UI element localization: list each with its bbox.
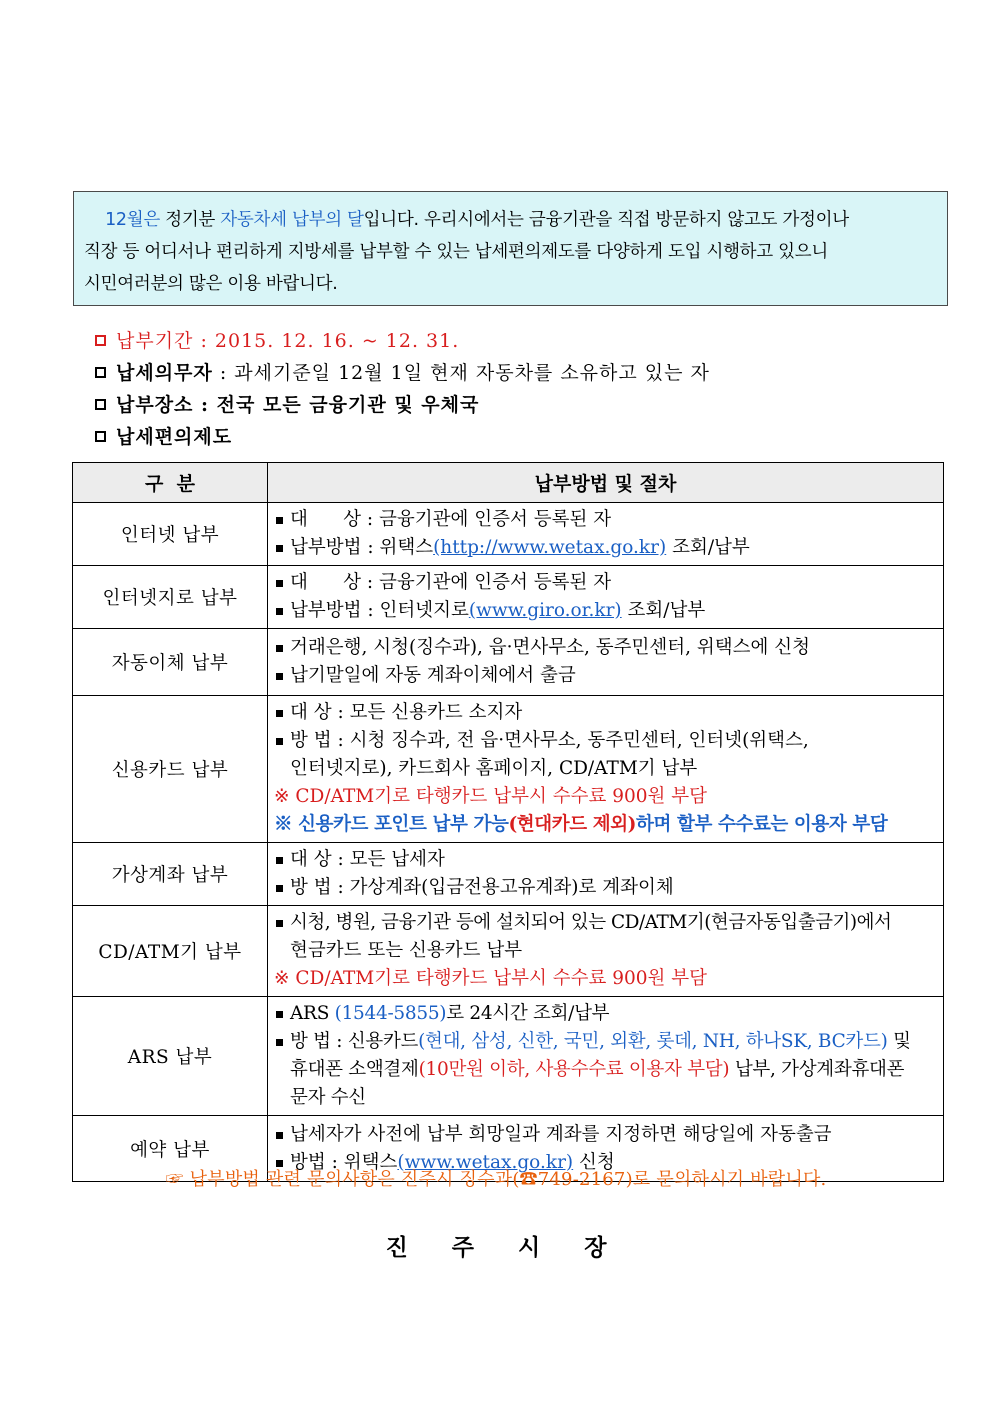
desc-cell <box>268 997 944 1116</box>
obligor-label: 납세의무자 <box>116 362 213 384</box>
note-exception: (현대카드 제외) <box>508 814 637 835</box>
category-cell: 예약 납부 <box>73 1116 268 1182</box>
category-cell: CD/ATM기 납부 <box>73 906 268 997</box>
category-cell: ARS 납부 <box>73 997 268 1116</box>
desc-cell <box>268 629 944 696</box>
point-note <box>274 811 939 839</box>
period-text: 납부기간 : 2015. 12. 16. ~ 12. 31. <box>116 330 460 352</box>
table-row-atm <box>73 906 944 997</box>
desc-item <box>274 1028 939 1056</box>
summary-period <box>95 325 955 357</box>
category-cell: 인터넷지로 납부 <box>73 566 268 629</box>
intro-line-3: 시민여러분의 많은 이용 바랍니다. <box>84 274 338 294</box>
desc-cell <box>268 906 944 997</box>
fee-note: ※ CD/ATM기로 타행카드 납부시 수수료 900원 부담 <box>274 968 708 989</box>
ars-phone: (1544-5855) <box>334 1003 447 1024</box>
payment-methods-table <box>72 462 944 1182</box>
desc-item: 납기말일에 자동 계좌이체에서 출금 <box>274 662 939 690</box>
desc-item: 거래은행, 시청(징수과), 읍·면사무소, 동주민센터, 위택스에 신청 <box>274 634 939 662</box>
desc-text: 방법 : 위택스 <box>290 1151 398 1173</box>
table-row-ars <box>73 997 944 1116</box>
obligor-value: : 과세기준일 12월 1일 현재 자동차를 소유하고 있는 자 <box>212 362 710 384</box>
category-cell: 인터넷 납부 <box>73 503 268 566</box>
desc-item: 대 상 : 모든 신용카드 소지자 <box>274 699 939 727</box>
table-row-giro <box>73 566 944 629</box>
checkbox-square-icon <box>95 367 106 378</box>
intro-line-2: 직장 등 어디서나 편리하게 지방세를 납부할 수 있는 납세편의제도를 다양하게 도입 시행하고 있으니 <box>84 242 828 262</box>
table-row-internet <box>73 503 944 566</box>
desc-text: 로 24시간 조회/납부 <box>446 1003 610 1024</box>
desc-item: 방 법 : 시청 징수과, 전 읍·면사무소, 동주민센터, 인터넷(위택스, <box>274 727 939 755</box>
place-text: 납부장소 : 전국 모든 금융기관 및 우체국 <box>116 394 480 416</box>
desc-text: 납부, 가상계좌휴대폰 <box>729 1059 905 1080</box>
checkbox-square-icon <box>95 399 106 410</box>
system-text: 납세편의제도 <box>116 426 233 448</box>
desc-text: 방 법 : 신용카드 <box>290 1031 419 1052</box>
table-header-row <box>73 463 944 503</box>
summary-list <box>95 325 955 453</box>
desc-continuation: 현금카드 또는 신용카드 납부 <box>290 940 523 961</box>
header-category: 구 분 <box>73 463 268 503</box>
desc-text: 납부방법 : 위택스 <box>290 537 434 558</box>
intro-highlight: 자동차세 납부의 달 <box>220 210 364 230</box>
desc-item: 납세자가 사전에 납부 희망일과 계좌를 지정하면 해당일에 자동출금 <box>274 1121 939 1149</box>
summary-system <box>95 421 955 453</box>
table-row-auto <box>73 629 944 696</box>
desc-item <box>274 534 939 562</box>
note-text: ※ 신용카드 포인트 납부 가능 <box>274 814 509 835</box>
note-text: 하며 할부 수수료는 이용자 부담 <box>636 814 888 835</box>
intro-line-1 <box>84 204 937 236</box>
desc-cell <box>268 566 944 629</box>
desc-item: 대 상 : 모든 납세자 <box>274 846 939 874</box>
category-cell: 신용카드 납부 <box>73 696 268 843</box>
intro-text: 입니다. 우리시에서는 금융기관을 직접 방문하지 않고도 가정이나 <box>363 210 849 230</box>
intro-december: 12월은 <box>105 210 160 230</box>
intro-text: 정기분 <box>159 210 221 230</box>
desc-cell <box>268 843 944 906</box>
desc-text: 납부방법 : 인터넷지로 <box>290 600 469 621</box>
wetax-link[interactable]: (http://www.wetax.go.kr) <box>433 537 667 558</box>
checkbox-square-icon <box>95 335 106 346</box>
desc-text: 조회/납부 <box>666 537 750 558</box>
summary-place <box>95 389 955 421</box>
desc-item: 대 상 : 금융기관에 인증서 등록된 자 <box>274 569 939 597</box>
table-row-virtual <box>73 843 944 906</box>
desc-text: 휴대폰 소액결제 <box>290 1059 419 1080</box>
category-cell: 자동이체 납부 <box>73 629 268 696</box>
summary-obligor <box>95 357 955 389</box>
contact-note: ☞ 납부방법 관련 문의사항은 진주시 징수과(☎749-2167)로 문의하시기 바랍니다. <box>165 1169 827 1190</box>
table-row-card <box>73 696 944 843</box>
desc-continuation: 문자 수신 <box>290 1087 366 1108</box>
desc-item: 대 상 : 금융기관에 인증서 등록된 자 <box>274 506 939 534</box>
signature: 진주시장 <box>385 1234 651 1261</box>
desc-item <box>274 1000 939 1028</box>
checkbox-square-icon <box>95 431 106 442</box>
header-method: 납부방법 및 절차 <box>268 463 944 503</box>
desc-text: 신청 <box>573 1151 615 1173</box>
desc-continuation: 인터넷지로), 카드회사 홈페이지, CD/ATM기 납부 <box>290 758 698 779</box>
card-list: (현대, 삼성, 신한, 국민, 외환, 롯데, NH, 하나SK, BC카드) <box>418 1031 888 1052</box>
wetax-link[interactable]: (www.wetax.go.kr) <box>397 1151 574 1173</box>
desc-continuation <box>274 1056 939 1084</box>
desc-cell <box>268 696 944 843</box>
intro-box <box>73 191 948 306</box>
desc-text: 조회/납부 <box>621 600 706 621</box>
desc-text: 및 <box>887 1031 911 1052</box>
fee-note: ※ CD/ATM기로 타행카드 납부시 수수료 900원 부담 <box>274 786 708 807</box>
desc-item: 방 법 : 가상계좌(입금전용고유계좌)로 계좌이체 <box>274 874 939 902</box>
desc-cell <box>268 503 944 566</box>
desc-item <box>274 597 939 625</box>
category-cell: 가상계좌 납부 <box>73 843 268 906</box>
desc-item: 시청, 병원, 금융기관 등에 설치되어 있는 CD/ATM기(현금자동입출금기)에서 <box>274 909 939 937</box>
giro-link[interactable]: (www.giro.or.kr) <box>468 600 622 621</box>
ars-fee-note: (10만원 이하, 사용수수료 이용자 부담) <box>418 1059 730 1080</box>
desc-text: ARS <box>290 1003 335 1024</box>
